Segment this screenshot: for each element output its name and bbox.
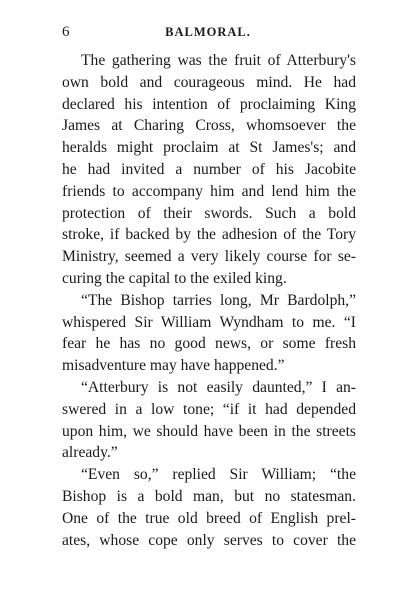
text-line: own bold and courageous mind. He had: [62, 73, 356, 91]
text-line: curing the capital to the exiled king.: [62, 269, 287, 287]
text-line: already.”: [62, 444, 118, 462]
text-line: Ministry, seemed a very likely course for se-: [62, 248, 356, 266]
text-line: swered in a low tone; “if it had depended: [62, 400, 356, 418]
text-line: stroke, if backed by the adhesion of the Tory: [62, 226, 356, 244]
page-number: 6: [62, 24, 70, 40]
text-line: The gathering was the fruit of Atterbury's: [81, 52, 356, 69]
running-head: [62, 24, 354, 42]
text-line: fear he has no good news, or some fresh: [62, 335, 356, 353]
text-line: he had invited a number of his Jacobite: [62, 160, 356, 178]
text-line: misadventure may have happened.”: [62, 357, 285, 375]
running-title: BALMORAL.: [165, 25, 251, 39]
body-text: [62, 50, 356, 551]
paragraph: [62, 290, 356, 377]
text-line: whispered Sir William Wyndham to me. “I: [62, 313, 356, 331]
paragraph: [62, 50, 356, 290]
text-line: “The Bishop tarries long, Mr Bardolph,”: [81, 291, 356, 309]
paragraph: [62, 464, 356, 551]
text-line: Bishop is a bold man, but no statesman.: [62, 487, 356, 505]
text-line: heralds might proclaim at St James's; and: [62, 139, 356, 157]
text-line: upon him, we should have been in the streets: [62, 422, 356, 440]
text-line: “Even so,” replied Sir William; “the: [81, 466, 356, 484]
text-line: protection of their swords. Such a bold: [62, 204, 356, 222]
text-line: friends to accompany him and lend him the: [62, 182, 356, 200]
text-line: “Atterbury is not easily daunted,” I an-: [81, 378, 356, 396]
text-line: declared his intention of proclaiming King: [62, 95, 356, 113]
text-line: James at Charing Cross, whomsoever the: [62, 117, 356, 135]
paragraph: [62, 377, 356, 464]
text-line: One of the true old breed of English prel-: [62, 509, 356, 527]
text-line: ates, whose cope only serves to cover the: [62, 531, 356, 549]
